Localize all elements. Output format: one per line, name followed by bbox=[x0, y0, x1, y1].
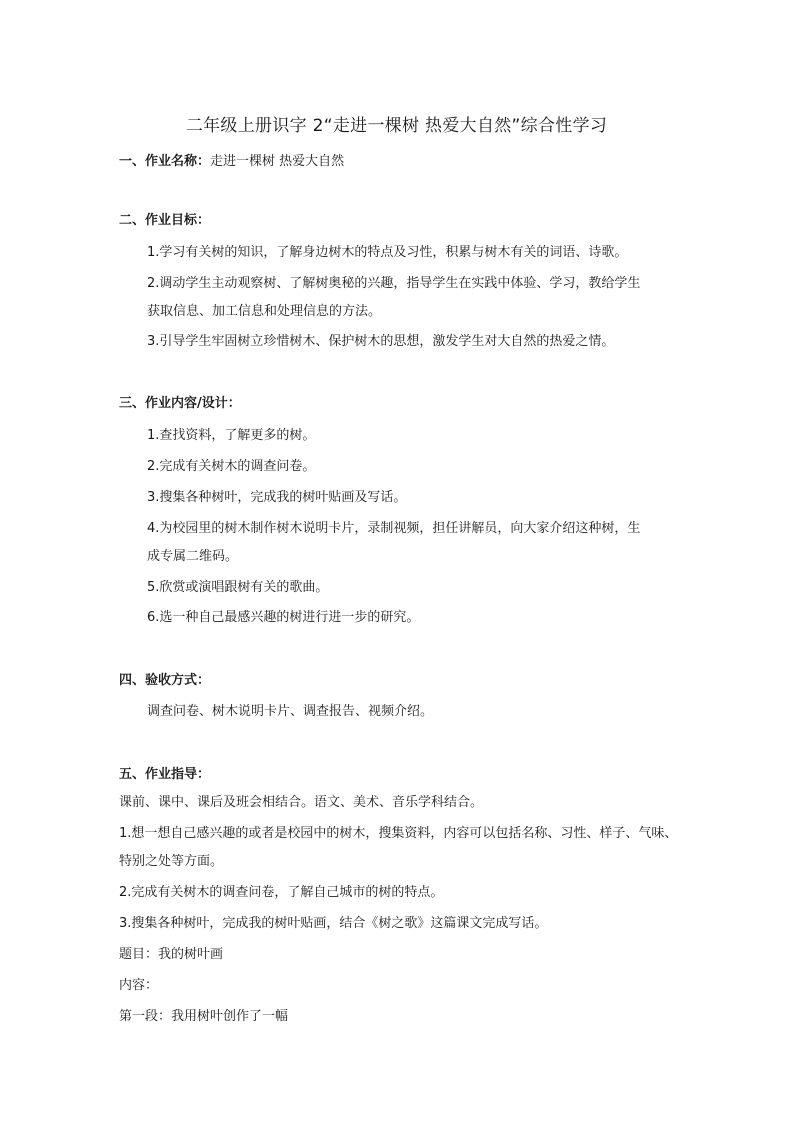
section-2-item: 3.引导学生牢固树立珍惜树木、保护树木的思想，激发学生对大自然的热爱之情。 bbox=[147, 334, 615, 349]
section-3-item: 5.欣赏或演唱跟树有关的歌曲。 bbox=[147, 580, 329, 595]
section-1-heading bbox=[119, 153, 344, 171]
section-5-item: 内容： bbox=[119, 978, 159, 993]
section-5-item: 3.搜集各种树叶，完成我的树叶贴画，结合《树之歌》这篇课文完成写话。 bbox=[119, 916, 548, 931]
section-3-item: 1.查找资料，了解更多的树。 bbox=[147, 428, 316, 443]
section-5-item: 题目：我的树叶画 bbox=[119, 947, 224, 962]
section-1-value: 走进一棵树 热爱大自然 bbox=[210, 154, 345, 169]
section-2-item: 2.调动学生主动观察树、了解树奥秘的兴趣，指导学生在实践中体验、学习，教给学生 bbox=[147, 276, 641, 291]
section-3-item: 成专属二维码。 bbox=[147, 549, 239, 564]
section-3-item: 6.选一种自己最感兴趣的树进行进一步的研究。 bbox=[147, 610, 420, 625]
section-2-heading: 二、作业目标： bbox=[119, 213, 211, 228]
section-4-heading: 四、验收方式： bbox=[119, 673, 211, 688]
section-2-item: 获取信息、加工信息和处理信息的方法。 bbox=[147, 304, 382, 319]
section-3-item: 2.完成有关树木的调查问卷。 bbox=[147, 459, 316, 474]
section-5-item: 第一段：我用树叶创作了一幅 bbox=[119, 1009, 289, 1024]
section-3-item: 3.搜集各种树叶，完成我的树叶贴画及写话。 bbox=[147, 490, 407, 505]
section-5-item: 课前、课中、课后及班会相结合。语文、美术、音乐学科结合。 bbox=[119, 795, 484, 810]
section-3-item: 4.为校园里的树木制作树木说明卡片，录制视频，担任讲解员，向大家介绍这种树，生 bbox=[147, 521, 641, 536]
section-4-value: 调查问卷、树木说明卡片、调查报告、视频介绍。 bbox=[147, 704, 434, 719]
section-5-item: 1.想一想自己感兴趣的或者是校园中的树木，搜集资料，内容可以包括名称、习性、样子、气味、 bbox=[119, 826, 678, 841]
document-title: 二年级上册识字 2“走进一棵树 热爱大自然”综合性学习 bbox=[185, 116, 608, 136]
section-5-heading: 五、作业指导： bbox=[119, 767, 211, 782]
section-2-item: 1.学习有关树的知识，了解身边树木的特点及习性，积累与树木有关的词语、诗歌。 bbox=[147, 245, 628, 260]
section-1-label: 一、作业名称： bbox=[119, 154, 211, 169]
section-5-item: 特别之处等方面。 bbox=[119, 854, 224, 869]
section-3-heading: 三、作业内容/设计： bbox=[119, 396, 241, 411]
section-5-item: 2.完成有关树木的调查问卷，了解自己城市的树的特点。 bbox=[119, 885, 444, 900]
